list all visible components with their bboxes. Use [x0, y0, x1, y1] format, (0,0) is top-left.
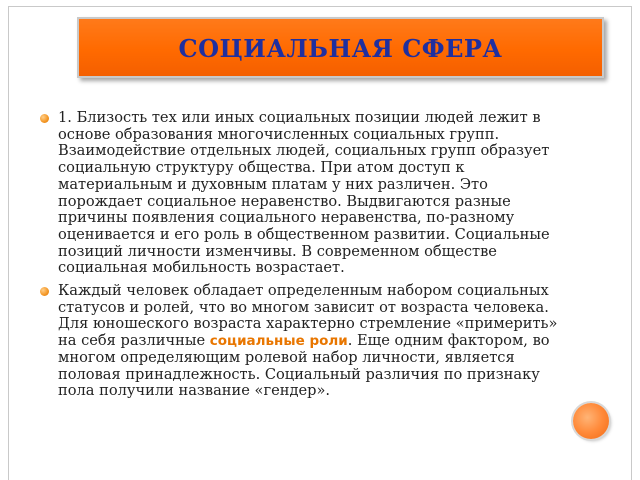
bullet-text-1: 1. Близость тех или иных социальных позиции людей лежит в основе образования многочисленных социальных групп. Взаимодействие отдельных людей, социальных групп образует социальную структуру общества. При атом доступ к материальным и духовным платам у них различен. Это порождает социальное неравенство. Выдвигаются разные причины появления социального неравенства, по-разному оценивается и его роль в общественном развитии. Социальные позиций личности изменчивы. В современном обществе социальная мобильность возрастает.: [58, 109, 550, 277]
bullet-item-1: [40, 110, 560, 277]
bullet-text-2-end: . Еще одним фактором, во многом определяющим ролевой набор личности, является половая принадлежность. Социальный различия по признаку пола получили название «гендер».: [58, 332, 550, 400]
slide-title: СОЦИАЛЬНАЯ СФЕРА: [178, 34, 503, 63]
bullet-dot-icon: [40, 287, 49, 296]
bullet-item-2: [40, 283, 560, 400]
title-bar: [77, 17, 604, 78]
slide-content: [40, 110, 560, 406]
bullet-dot-icon: [40, 114, 49, 123]
decorative-circle: [573, 403, 609, 439]
bullet-text-2-start: Каждый человек обладает определенным набором социальных статусов и ролей, что во многом зависит от возраста человека. Для юношеского возраста характерно стремление «примерить» на себя различные: [58, 282, 558, 350]
highlighted-term: социальные роли: [209, 333, 348, 350]
